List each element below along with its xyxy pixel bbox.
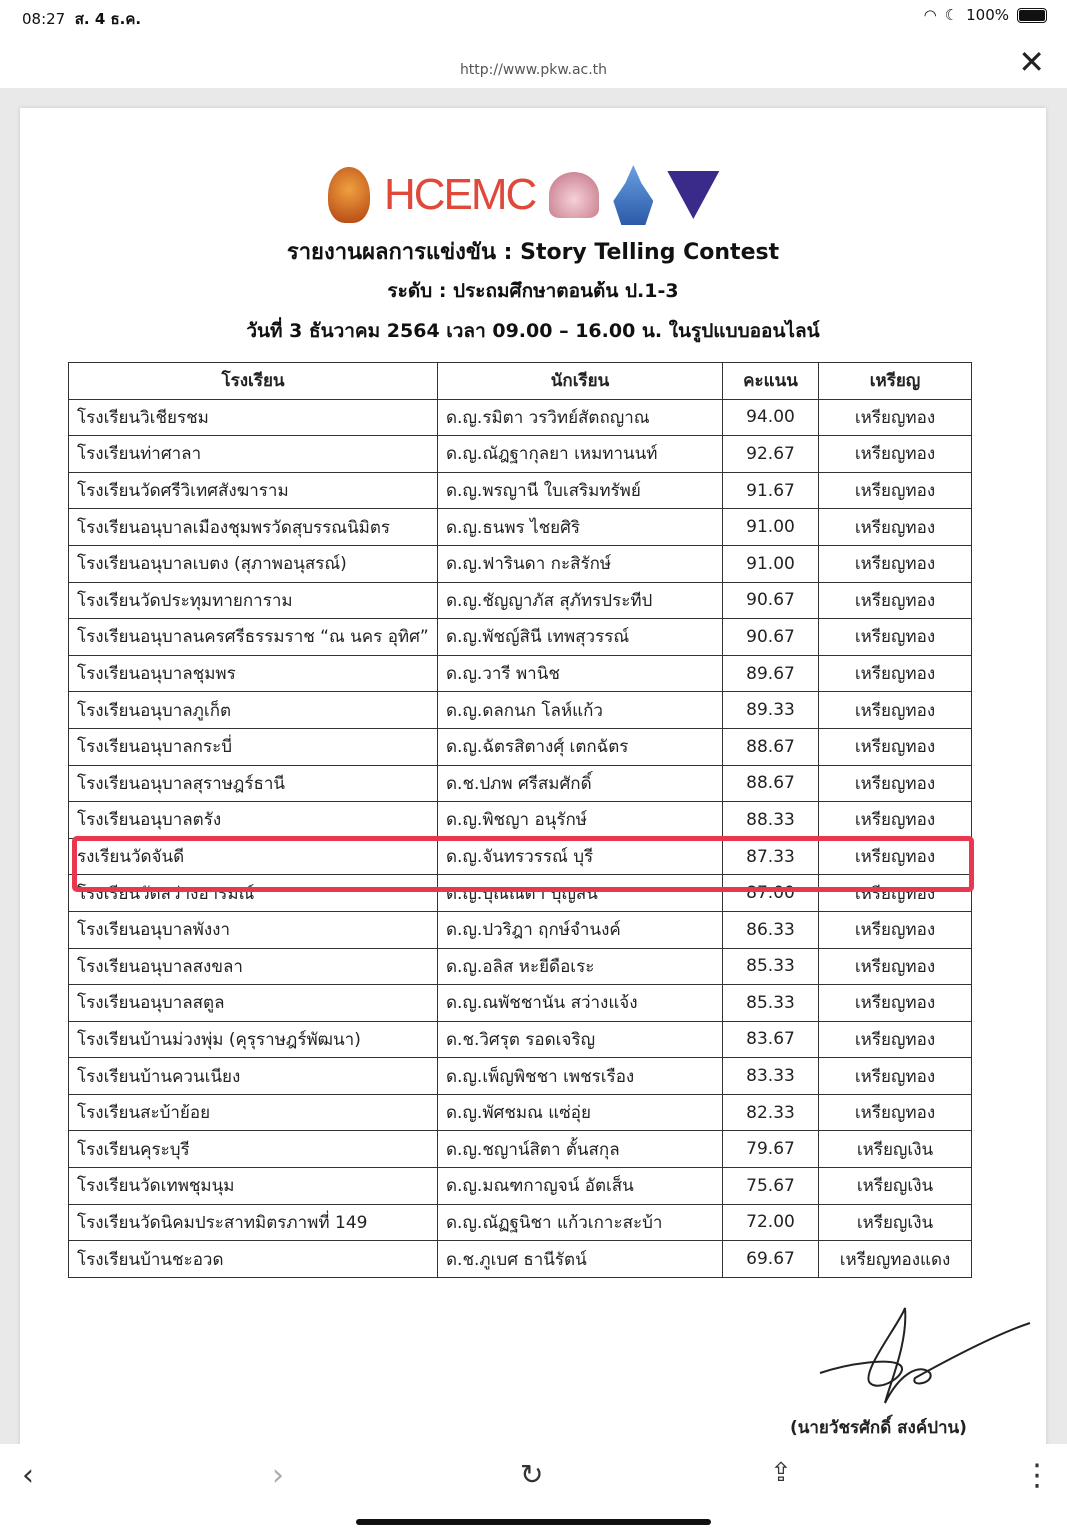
school-seal-logo [328,167,370,223]
cell-student: ด.ญ.จันทรวรรณ์ บุรี [438,838,723,875]
cell-student: ด.ญ.พิชญา อนุรักษ์ [438,802,723,839]
home-indicator [356,1519,711,1525]
cell-medal: เหรียญทอง [819,1021,972,1058]
signature-image [810,1303,1040,1413]
table-row [69,911,972,948]
table-row [69,1204,972,1241]
hcemc-logo: HCEMC [384,170,536,219]
table-row [69,1058,972,1095]
url-label[interactable]: http://www.pkw.ac.th [459,62,608,78]
share-icon[interactable]: ⇪ [770,1458,792,1488]
logo-strip [328,160,719,230]
cell-student: ด.ช.ปภพ ศรีสมศักดิ์ [438,765,723,802]
cell-school: โรงเรียนอนุบาลสตูล [69,985,438,1022]
cell-student: ด.ญ.พรญานี ใบเสริมทรัพย์ [438,472,723,509]
cell-medal: เหรียญทอง [819,838,972,875]
cell-score: 83.67 [723,1021,819,1058]
cell-score: 79.67 [723,1131,819,1168]
cell-score: 88.33 [723,802,819,839]
cell-score: 87.00 [723,875,819,912]
col-medal: เหรียญ [819,363,972,400]
cell-student: ด.ญ.มณฑกาญจน์ อัตเส็น [438,1168,723,1205]
cell-student: ด.ญ.ณัฏฐนิชา แก้วเกาะสะบ้า [438,1204,723,1241]
table-row [69,1168,972,1205]
table-row [69,655,972,692]
cell-medal: เหรียญทอง [819,875,972,912]
cell-medal: เหรียญทอง [819,509,972,546]
cell-school: โรงเรียนอนุบาลชุมพร [69,655,438,692]
cell-student: ด.ญ.ณพัชชานัน สว่างแจ้ง [438,985,723,1022]
cell-school: โรงเรียนสะบ้าย้อย [69,1094,438,1131]
table-row [69,619,972,656]
cell-student: ด.ช.ภูเบศ ธานีรัตน์ [438,1241,723,1278]
cell-student: ด.ญ.พัศชมณ แซ่อุ่ย [438,1094,723,1131]
cell-medal: เหรียญทอง [819,619,972,656]
cell-school: โรงเรียนวัดนิคมประสาทมิตรภาพที่ 149 [69,1204,438,1241]
status-time: 08:27 ส. 4 ธ.ค. [22,10,142,28]
cell-school: รงเรียนวัดจันดี [69,838,438,875]
cell-score: 90.67 [723,582,819,619]
battery-icon [1017,8,1047,23]
cell-score: 85.33 [723,948,819,985]
forward-icon[interactable]: › [272,1458,284,1493]
cell-school: โรงเรียนอนุบาลเมืองชุมพรวัดสุบรรณนิมิตร [69,509,438,546]
crown-logo [613,165,653,225]
cell-score: 90.67 [723,619,819,656]
cell-school: โรงเรียนอนุบาลกระบี่ [69,728,438,765]
more-icon[interactable]: ⋮ [1022,1458,1052,1493]
cell-student: ด.ญ.รมิตา วรวิทย์สัตถญาณ [438,399,723,436]
cell-score: 86.33 [723,911,819,948]
cell-student: ด.ญ.ฉัตรสิตางศุ์ เตกฉัตร [438,728,723,765]
cell-medal: เหรียญทอง [819,728,972,765]
cell-medal: เหรียญทองแดง [819,1241,972,1278]
cell-score: 92.67 [723,436,819,473]
cell-school: โรงเรียนอนุบาลสงขลา [69,948,438,985]
cell-school: โรงเรียนวัดสว่างอารมณ์ [69,875,438,912]
signer-name: (นายวัชรศักดิ์ สงค์ปาน) [790,1418,967,1438]
lotus-triangle-logo [667,171,719,219]
cell-student: ด.ญ.ดลกนก โลห์แก้ว [438,692,723,729]
cell-school: โรงเรียนอนุบาลตรัง [69,802,438,839]
moon-icon: ☾ [944,6,959,24]
cell-medal: เหรียญทอง [819,948,972,985]
table-row [69,436,972,473]
cell-student: ด.ญ.พัชญ์สินี เทพสุวรรณ์ [438,619,723,656]
back-icon[interactable]: ‹ [22,1458,34,1493]
table-row [69,399,972,436]
table-row [69,545,972,582]
document-title: รายงานผลการแข่งขัน : Story Telling Contest [286,240,780,265]
cell-medal: เหรียญทอง [819,911,972,948]
cell-score: 94.00 [723,399,819,436]
cell-school: โรงเรียนบ้านควนเนียง [69,1058,438,1095]
cell-medal: เหรียญทอง [819,802,972,839]
table-header-row [69,363,972,400]
table-row [69,692,972,729]
cell-student: ด.ช.วิศรุต รอดเจริญ [438,1021,723,1058]
table-row [69,728,972,765]
cell-score: 88.67 [723,765,819,802]
cell-student: ด.ญ.ชัญญาภัส สุภัทรประทีป [438,582,723,619]
cell-medal: เหรียญทอง [819,1058,972,1095]
status-bar [0,0,1067,36]
cell-student: ด.ญ.ธนพร ไชยศิริ [438,509,723,546]
cell-medal: เหรียญทอง [819,655,972,692]
table-row [69,1241,972,1278]
table-row [69,1094,972,1131]
cell-school: โรงเรียนอนุบาลนครศรีธรรมราช “ณ นคร อุทิศ” [69,619,438,656]
cell-medal: เหรียญทอง [819,985,972,1022]
cell-student: ด.ญ.ฟารินดา กะสิรักษ์ [438,545,723,582]
col-student: นักเรียน [438,363,723,400]
table-row [69,1131,972,1168]
table-row [69,985,972,1022]
col-school: โรงเรียน [69,363,438,400]
cell-medal: เหรียญทอง [819,436,972,473]
document-page [20,108,1046,1444]
cell-score: 69.67 [723,1241,819,1278]
cell-medal: เหรียญทอง [819,1094,972,1131]
results-table [68,362,972,1278]
browser-topbar [0,36,1067,88]
cell-school: โรงเรียนอนุบาลภูเก็ต [69,692,438,729]
battery-label: 100% [966,6,1009,24]
cell-school: โรงเรียนบ้านม่วงพุ่ม (คุรุราษฎร์พัฒนา) [69,1021,438,1058]
cell-score: 87.33 [723,838,819,875]
cell-score: 91.67 [723,472,819,509]
cell-medal: เหรียญทอง [819,692,972,729]
cell-medal: เหรียญทอง [819,765,972,802]
cell-student: ด.ญ.เพ็ญพิชชา เพชรเรือง [438,1058,723,1095]
cell-student: ด.ญ.ณัฎฐากุลยา เหมทานนท์ [438,436,723,473]
cell-school: โรงเรียนอนุบาลเบตง (สุภาพอนุสรณ์) [69,545,438,582]
cell-score: 75.67 [723,1168,819,1205]
cell-medal: เหรียญทอง [819,545,972,582]
col-score: คะแนน [723,363,819,400]
cell-student: ด.ญ.วารี พานิช [438,655,723,692]
cell-score: 89.33 [723,692,819,729]
cell-school: โรงเรียนวัดเทพชุมนุม [69,1168,438,1205]
cell-school: โรงเรียนวิเชียรชม [69,399,438,436]
document-date: วันที่ 3 ธันวาคม 2564 เวลา 09.00 – 16.00 น. ในรูปแบบออนไลน์ [246,320,820,342]
cell-medal: เหรียญทอง [819,582,972,619]
cell-student: ด.ญ.บุณณดา บุญสน [438,875,723,912]
cell-student: ด.ญ.อลิส หะยีดือเระ [438,948,723,985]
table-row [69,582,972,619]
status-icons [924,6,1047,24]
table-row [69,765,972,802]
highlight-box [72,836,974,892]
cell-student: ด.ญ.ปวริฎา ฤกษ์จำนงค์ [438,911,723,948]
cell-student: ด.ญ.ชญาน์สิตา ตั้นสกุล [438,1131,723,1168]
cell-school: โรงเรียนวัดประทุมทายการาม [69,582,438,619]
cell-medal: เหรียญเงิน [819,1168,972,1205]
shell-logo [549,172,599,218]
reload-icon[interactable]: ↻ [520,1458,544,1491]
table-row [69,509,972,546]
browser-toolbar [0,1444,1067,1536]
table-row [69,1021,972,1058]
document-viewer[interactable] [0,88,1067,1444]
table-row [69,802,972,839]
cell-score: 89.67 [723,655,819,692]
cell-score: 72.00 [723,1204,819,1241]
table-row [69,472,972,509]
cell-school: โรงเรียนอนุบาลพังงา [69,911,438,948]
cell-medal: เหรียญเงิน [819,1204,972,1241]
cell-score: 91.00 [723,545,819,582]
cell-score: 82.33 [723,1094,819,1131]
cell-score: 83.33 [723,1058,819,1095]
cell-score: 88.67 [723,728,819,765]
cell-school: โรงเรียนคุระบุรี [69,1131,438,1168]
cell-medal: เหรียญทอง [819,399,972,436]
cell-score: 91.00 [723,509,819,546]
close-icon[interactable]: ✕ [1018,43,1045,81]
wifi-icon: ◠ [923,6,937,24]
document-level: ระดับ : ประถมศึกษาตอนต้น ป.1-3 [387,280,679,302]
cell-medal: เหรียญเงิน [819,1131,972,1168]
cell-medal: เหรียญทอง [819,472,972,509]
cell-school: โรงเรียนท่าศาลา [69,436,438,473]
cell-school: โรงเรียนวัดศรีวิเทศสังฆาราม [69,472,438,509]
cell-score: 85.33 [723,985,819,1022]
cell-school: โรงเรียนอนุบาลสุราษฎร์ธานี [69,765,438,802]
table-row [69,948,972,985]
cell-school: โรงเรียนบ้านชะอวด [69,1241,438,1278]
